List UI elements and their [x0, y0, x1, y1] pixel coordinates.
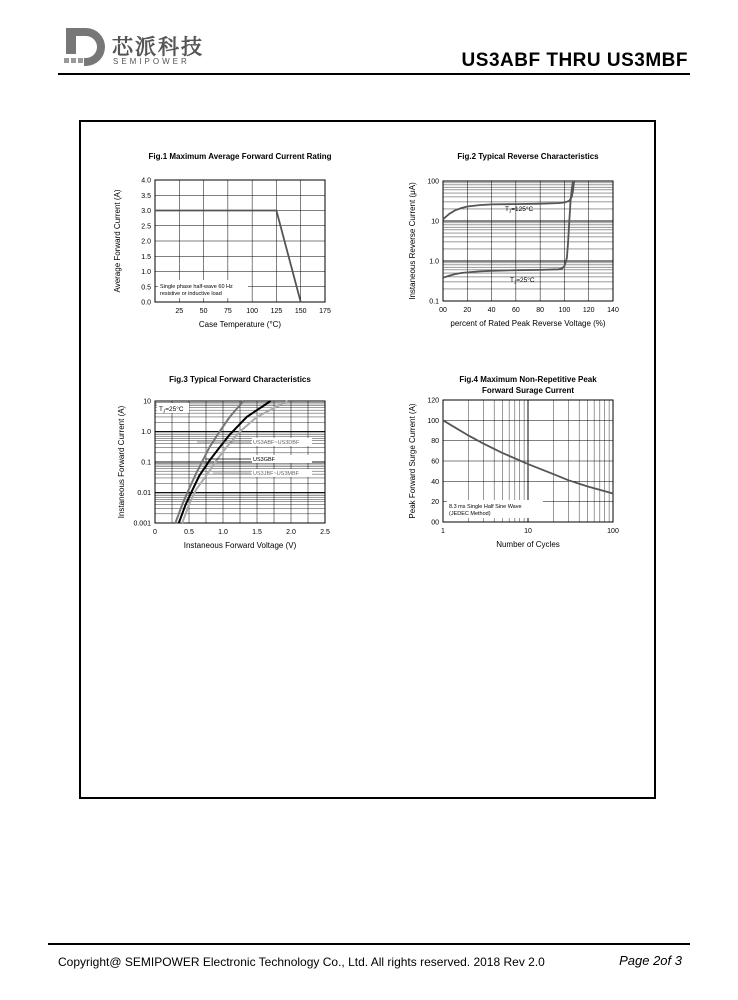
fig1-y-tick-label: 3.5 [141, 192, 151, 200]
fig1-title: Fig.1 Maximum Average Forward Current Rating [148, 152, 332, 161]
fig1-y-tick-label: 3.0 [141, 208, 151, 215]
fig1-y-tick-label: 2.0 [141, 238, 151, 246]
fig3-x-tick-label: 1.5 [252, 529, 262, 536]
chart-fig3 [100, 368, 360, 573]
fig3-y-tick-label: 0.001 [133, 520, 151, 528]
fig1-y-tick-label: 1.0 [141, 269, 151, 276]
fig2-y-tick-label: 1.0 [429, 258, 439, 266]
fig1-x-axis-label: Case Temperature (°C) [198, 320, 282, 329]
fig1-y-tick-label: 2.5 [141, 223, 151, 231]
fig1-svg [100, 145, 360, 345]
fig1-x-tick-label: 175 [319, 308, 331, 315]
fig3-svg [100, 368, 360, 568]
fig3-title: Fig.3 Typical Forward Characteristics [169, 375, 311, 384]
fig1-y-axis-label: Average Forward Current (A) [113, 189, 122, 293]
fig2-y-tick-label: 100 [427, 178, 439, 186]
fig1-note: Single phase half-wave 60 Hz [160, 284, 233, 290]
fig2-x-tick-label: 80 [536, 307, 545, 314]
fig3-y-axis-label: Instaneous Forward Current (A) [117, 405, 126, 519]
fig1-note: resistive or inductive load [160, 291, 222, 297]
fig4-x-axis-label: Number of Cycles [496, 540, 560, 549]
fig1-x-tick-label: 150 [294, 308, 307, 315]
fig2-x-tick-label: 40 [487, 307, 496, 314]
fig1-y-tick-label: 0.5 [141, 284, 151, 292]
fig2-x-tick-label: 00 [439, 307, 447, 314]
fig4-y-tick-label: 100 [427, 417, 439, 425]
fig2-x-tick-label: 120 [582, 307, 595, 314]
fig3-x-axis-label: Instaneous Forward Voltage (V) [183, 541, 297, 550]
chart-fig2 [395, 145, 645, 350]
fig4-x-tick-label: 10 [524, 528, 532, 535]
page-number: Page 2of 3 [619, 953, 682, 968]
fig2-title: Fig.2 Typical Reverse Characteristics [457, 152, 599, 161]
fig4-title: Fig.4 Maximum Non-Repetitive Peak [459, 375, 597, 384]
fig2-x-tick-label: 100 [558, 307, 571, 314]
fig2-x-axis-label: percent of Rated Peak Reverse Voltage (%) [450, 319, 606, 328]
fig4-title: Forward Surage Current [481, 386, 575, 395]
fig4-y-tick-label: 00 [431, 519, 439, 527]
fig1-x-tick-label: 75 [223, 308, 232, 315]
fig3-series-label-1: US3ABF~US3DBF [253, 440, 300, 446]
fig4-svg [395, 368, 645, 568]
fig4-y-tick-label: 120 [427, 397, 439, 405]
fig1-y-tick-label: 0.0 [141, 299, 151, 307]
document-title: US3ABF THRU US3MBF [461, 50, 688, 71]
fig3-series-label-3: US3JBF~US3MBF [253, 471, 299, 477]
fig3-x-tick-label: 2.5 [320, 529, 330, 536]
fig2-series-line-2 [443, 181, 573, 278]
fig2-y-tick-label: 0.1 [429, 298, 439, 306]
fig3-y-tick-label: 10 [143, 398, 151, 406]
logo-chinese-text: 芯派科技 [112, 35, 204, 59]
fig2-x-tick-label: 140 [607, 307, 619, 314]
fig3-note: $T_J=25^\circ C$ [159, 406, 184, 414]
fig4-y-tick-label: 80 [431, 438, 439, 446]
fig3-y-tick-label: 0.01 [137, 490, 151, 497]
fig3-series-label-2: US3GBF [253, 457, 276, 463]
fig3-x-tick-label: 0.5 [184, 529, 194, 536]
fig3-x-tick-label: 1.0 [218, 529, 228, 536]
fig2-y-axis-label: Instaneous Reverse Current (μA) [408, 182, 417, 300]
logo-english-text: SEMIPOWER [113, 57, 190, 66]
fig4-y-tick-label: 20 [431, 499, 439, 507]
chart-fig4 [395, 368, 645, 573]
fig1-y-tick-label: 1.5 [141, 253, 151, 261]
fig4-y-axis-label: Peak Forward Surge Current (A) [408, 403, 417, 519]
fig1-x-tick-label: 100 [246, 308, 258, 315]
fig2-y-tick-label: 10 [431, 218, 439, 226]
fig4-x-tick-label: 1 [441, 528, 445, 535]
fig1-x-tick-label: 25 [175, 308, 184, 315]
fig4-note: 8.3 ms Single Half Sine Wave [449, 504, 522, 510]
fig1-x-tick-label: 125 [270, 308, 283, 315]
fig4-x-tick-label: 100 [607, 528, 619, 535]
copyright-text: Copyright@ SEMIPOWER Electronic Technology Co., Ltd. All rights reserved. 2018 Rev 2.0 [58, 955, 545, 969]
fig3-y-tick-label: 1.0 [141, 429, 151, 436]
fig4-note: (JEDEC Method) [449, 511, 491, 517]
fig2-series-line-1 [443, 181, 574, 219]
logo-mark-icon [60, 24, 112, 70]
fig3-y-tick-label: 0.1 [141, 459, 151, 467]
fig2-series-label-1: $T_J=125^\circ C$ [505, 206, 534, 214]
chart-fig1 [100, 145, 360, 350]
fig3-x-tick-label: 2.0 [286, 529, 296, 536]
footer-rule [48, 943, 690, 945]
fig2-x-tick-label: 60 [511, 307, 520, 314]
header-rule [58, 73, 690, 75]
fig2-series-label-2: $T_J=25^\circ C$ [510, 277, 535, 285]
fig4-y-tick-label: 40 [431, 478, 439, 486]
fig3-x-tick-label: 0 [153, 529, 157, 536]
fig2-x-tick-label: 20 [463, 307, 472, 314]
fig1-y-tick-label: 4.0 [141, 177, 151, 185]
fig1-x-tick-label: 50 [199, 308, 208, 315]
fig2-svg [395, 145, 645, 345]
fig4-y-tick-label: 60 [431, 458, 439, 466]
